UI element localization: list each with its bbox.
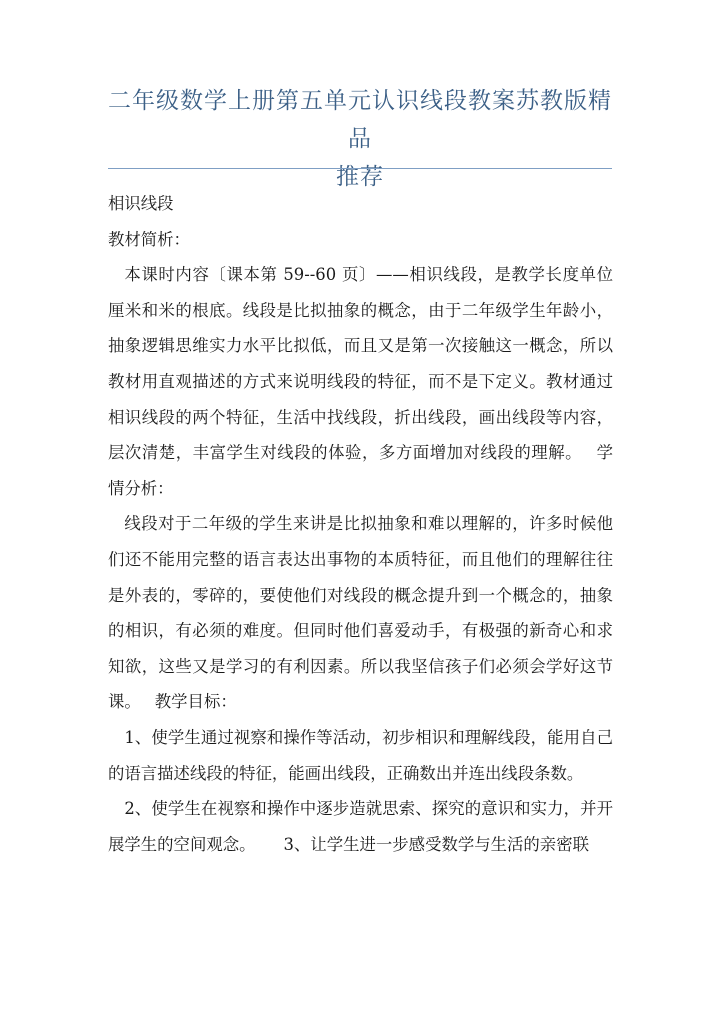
goal-item-3-text: 3、让学生进一步感受数学与生活的亲密联: [283, 834, 589, 854]
section-heading: 相识线段: [108, 194, 174, 213]
section-label-students: 学情分析：: [108, 443, 614, 498]
goal-item-1: 1、使学生通过视察和操作等活动，初步相识和理解线段，能用自己的语言描述线段的特征，能画出线段，正确数出并连出线段条数。: [108, 727, 613, 783]
title-line-1: 二年级数学上册第五单元认识线段教案苏教版精品: [108, 88, 612, 152]
goal-item-2: [108, 791, 613, 862]
title-divider: [108, 168, 612, 169]
paragraph-students: [108, 506, 613, 720]
goal-item-2-text: 2、使学生在视察和操作中逐步造就思索、探究的意识和实力，并开展学生的空间观念。: [108, 799, 613, 854]
section-label-materials: 教材简析：: [108, 229, 190, 249]
paragraph-students-text: 线段对于二年级的学生来讲是比拟抽象和难以理解的，许多时候他们还不能用完整的语言表达出事物的本质特征，而且他们的理解往往是外表的，零碎的，要使他们对线段的概念提升到一个概念的，抽象的相识，有必须的难度。但同时他们喜爱动手，有极强的新奇心和求知欲，这些又是学习的有利因素。所以我坚信孩子们必须会学好这节课。: [108, 514, 613, 712]
paragraph-materials: [108, 257, 613, 506]
title-line-2: 推荐: [336, 164, 384, 190]
document-body: [108, 186, 613, 862]
paragraph-materials-text: 本课时内容〔课本第 59--60 页〕——相识线段，是教学长度单位厘米和米的根底。线段是比拟抽象的概念，由于二年级学生年龄小，抽象逻辑思维实力水平比拟低，而且又是第一次接触这一概念，所以教材用直观描述的方式来说明线段的特征，而不是下定义。教材通过相识线段的两个特征，生活中找线段，折出线段，画出线段等内容，层次清楚，丰富学生对线段的体验，多方面增加对线段的理解。: [108, 265, 613, 463]
section-label-goals: 教学目标：: [154, 692, 237, 712]
document-title: [100, 82, 620, 196]
